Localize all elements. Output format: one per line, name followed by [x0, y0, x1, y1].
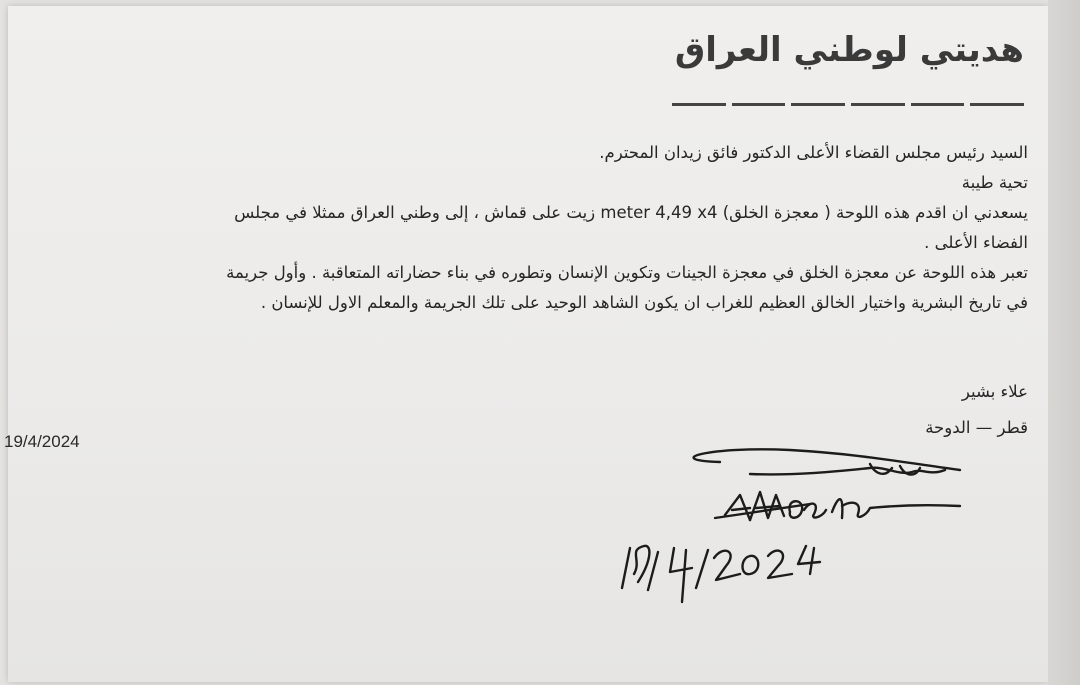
signer-block — [925, 374, 1028, 446]
body-line: الفضاء الأعلى . — [924, 233, 1028, 252]
letter-title: هديتي لوطني العراق — [674, 30, 1024, 70]
signer-name: علاء بشير — [961, 382, 1028, 401]
signer-location: قطر — الدوحة — [925, 418, 1028, 437]
handwritten-signature — [600, 440, 980, 620]
letter-body — [18, 138, 1028, 318]
background-surface — [1048, 0, 1080, 685]
greeting-line: تحية طيبة — [961, 173, 1028, 192]
body-line: تعبر هذه اللوحة عن معجزة الخلق في معجزة الجينات وتكوين الإنسان وتطوره في بناء حضاراته المتعاقبة . وأول جريمة — [226, 263, 1028, 282]
printed-date: 19/4/2024 — [4, 432, 80, 451]
title-underline — [672, 103, 1024, 106]
body-line: في تاريخ البشرية واختيار الخالق العظيم للغراب ان يكون الشاهد الوحيد على تلك الجريمة والمعلم الاول للإنسان . — [260, 293, 1028, 312]
body-line: يسعدني ان اقدم هذه اللوحة ( معجزة الخلق) meter 4,49 x4 زيت على قماش ، إلى وطني العراق ممثلا في مجلس — [234, 203, 1028, 222]
salutation-line: السيد رئيس مجلس القضاء الأعلى الدكتور فائق زيدان المحترم. — [599, 143, 1028, 162]
